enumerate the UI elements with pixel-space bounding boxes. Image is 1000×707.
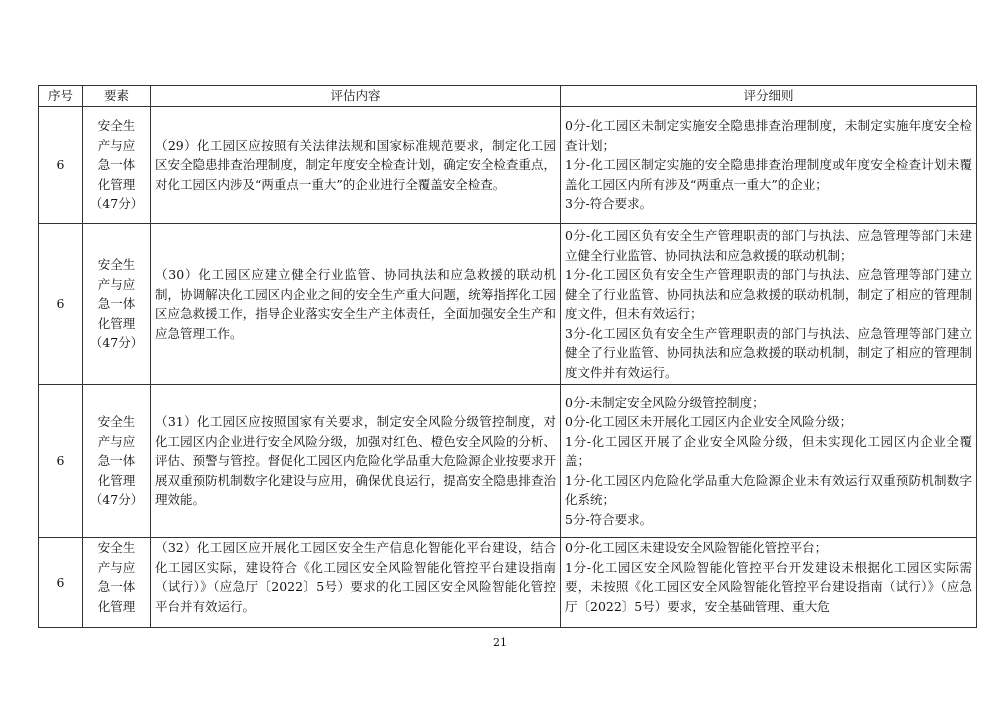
serial-number-cell: 6	[39, 107, 83, 224]
table-row	[39, 538, 977, 628]
element-line: 急一体	[97, 157, 136, 173]
serial-number-cell: 6	[39, 538, 83, 628]
element-line: 急一体	[97, 579, 136, 594]
serial-number-cell: 6	[39, 385, 83, 538]
scoring-rule-item: 3分-化工园区负有安全生产管理职责的部门与执法、应急管理等部门建立健全了行业监管、协同执法和应急救援的联动机制，制定了相应的管理制度文件并有效运行。	[565, 325, 972, 380]
evaluation-table	[38, 85, 977, 628]
element-line: 化管理	[97, 598, 136, 614]
table-row	[39, 385, 977, 538]
header-evaluation-content: 评估内容	[151, 86, 561, 107]
element-line: 安全生	[97, 118, 136, 134]
scoring-rule-item: 1分-化工园区安全风险智能化管控平台开发建设未根据化工园区实际需要，未按照《化工园区安全风险智能化管控平台建设指南（试行）》（应急厅〔2022〕5号）要求，安全基础管理、重大危	[565, 559, 972, 614]
serial-number-cell: 6	[39, 224, 83, 385]
scoring-rule-item: 1分-化工园区负有安全生产管理职责的部门与执法、应急管理等部门建立健全了行业监管、协同执法和应急救援的联动机制，制定了相应的管理制度文件，但未有效运行；	[565, 267, 972, 321]
header-serial-number: 序号	[39, 86, 83, 107]
element-line: 产与应	[97, 559, 136, 575]
element-line: 化管理	[97, 315, 136, 331]
element-line: 急一体	[97, 453, 136, 469]
element-cell	[83, 538, 151, 628]
header-element: 要素	[83, 86, 151, 107]
element-line: 安全生	[97, 540, 136, 555]
scoring-rule-item: 1分-化工园区内危险化学品重大危险源企业未有效运行双重预防机制数字化系统；	[565, 472, 972, 508]
scoring-rule-item: 0分-化工园区未开展化工园区内企业安全风险分级；	[565, 414, 853, 430]
element-cell	[83, 224, 151, 385]
element-line: （47分）	[89, 335, 144, 351]
scoring-rule-item: 5分-符合要求。	[565, 511, 653, 527]
table-row	[39, 107, 977, 224]
element-cell	[83, 385, 151, 538]
scoring-rule-item: 0分-化工园区未制定实施安全隐患排查治理制度，未制定实施年度安全检查计划；	[565, 118, 972, 153]
scoring-rule-item: 1分-化工园区开展了企业安全风险分级，但未实现化工园区内企业全覆盖；	[565, 433, 972, 469]
evaluation-content-cell: （32）化工园区应开展化工园区安全生产信息化智能化平台建设，结合化工园区实际，建设符合《化工园区安全风险智能化管控平台建设指南（试行）》（应急厅〔2022〕5号）要求的化工园区安全风险智能化管控平台并有效运行。	[151, 538, 561, 628]
table-header-row	[39, 86, 977, 107]
element-line: 安全生	[97, 414, 136, 430]
element-line: （47分）	[89, 196, 144, 212]
evaluation-content-cell: （29）化工园区应按照有关法律法规和国家标准规范要求，制定化工园区安全隐患排查治理制度，制定年度安全检查计划，确定安全检查重点，对化工园区内涉及“两重点一重大”的企业进行全覆盖安全检查。	[151, 107, 561, 224]
scoring-rules-cell	[561, 385, 977, 538]
scoring-rule-item: 3分-符合要求。	[565, 196, 653, 212]
scoring-rule-item: 0分-化工园区未建设安全风险智能化管控平台；	[565, 540, 828, 555]
element-cell	[83, 107, 151, 224]
scoring-rules-cell	[561, 224, 977, 385]
element-line: （47分）	[89, 492, 144, 508]
element-line: 化管理	[97, 176, 136, 192]
element-line: 产与应	[97, 137, 136, 153]
evaluation-content-cell: （31）化工园区应按照国家有关要求，制定安全风险分级管控制度，对化工园区内企业进行安全风险分级，加强对红色、橙色安全风险的分析、评估、预警与管控。督促化工园区内危险化学品重大危险源企业按要求开展双重预防机制数字化建设与应用，确保优良运行，提高安全隐患排查治理效能。	[151, 385, 561, 538]
scoring-rules-cell	[561, 107, 977, 224]
scoring-rules-cell	[561, 538, 977, 628]
scoring-rule-item: 0分-未制定安全风险分级管控制度；	[565, 394, 765, 410]
scoring-rule-item: 0分-化工园区负有安全生产管理职责的部门与执法、应急管理等部门未建立健全行业监管、协同执法和应急救援的联动机制；	[565, 228, 972, 263]
table-row	[39, 224, 977, 385]
element-line: 产与应	[97, 433, 136, 449]
page-number: 21	[493, 636, 507, 649]
evaluation-content-cell: （30）化工园区应建立健全行业监管、协同执法和应急救援的联动机制，协调解决化工园区内企业之间的安全生产重大问题，统筹指挥化工园区应急救援工作，指导企业落实安全生产主体责任，全面加强安全生产和应急管理工作。	[151, 224, 561, 385]
element-line: 急一体	[97, 296, 136, 312]
element-line: 产与应	[97, 276, 136, 292]
header-scoring-rules: 评分细则	[561, 86, 977, 107]
scoring-rule-item: 1分-化工园区制定实施的安全隐患排查治理制度或年度安全检查计划未覆盖化工园区内所有涉及“两重点一重大”的企业；	[565, 157, 972, 192]
element-line: 安全生	[97, 257, 136, 273]
element-line: 化管理	[97, 472, 136, 488]
